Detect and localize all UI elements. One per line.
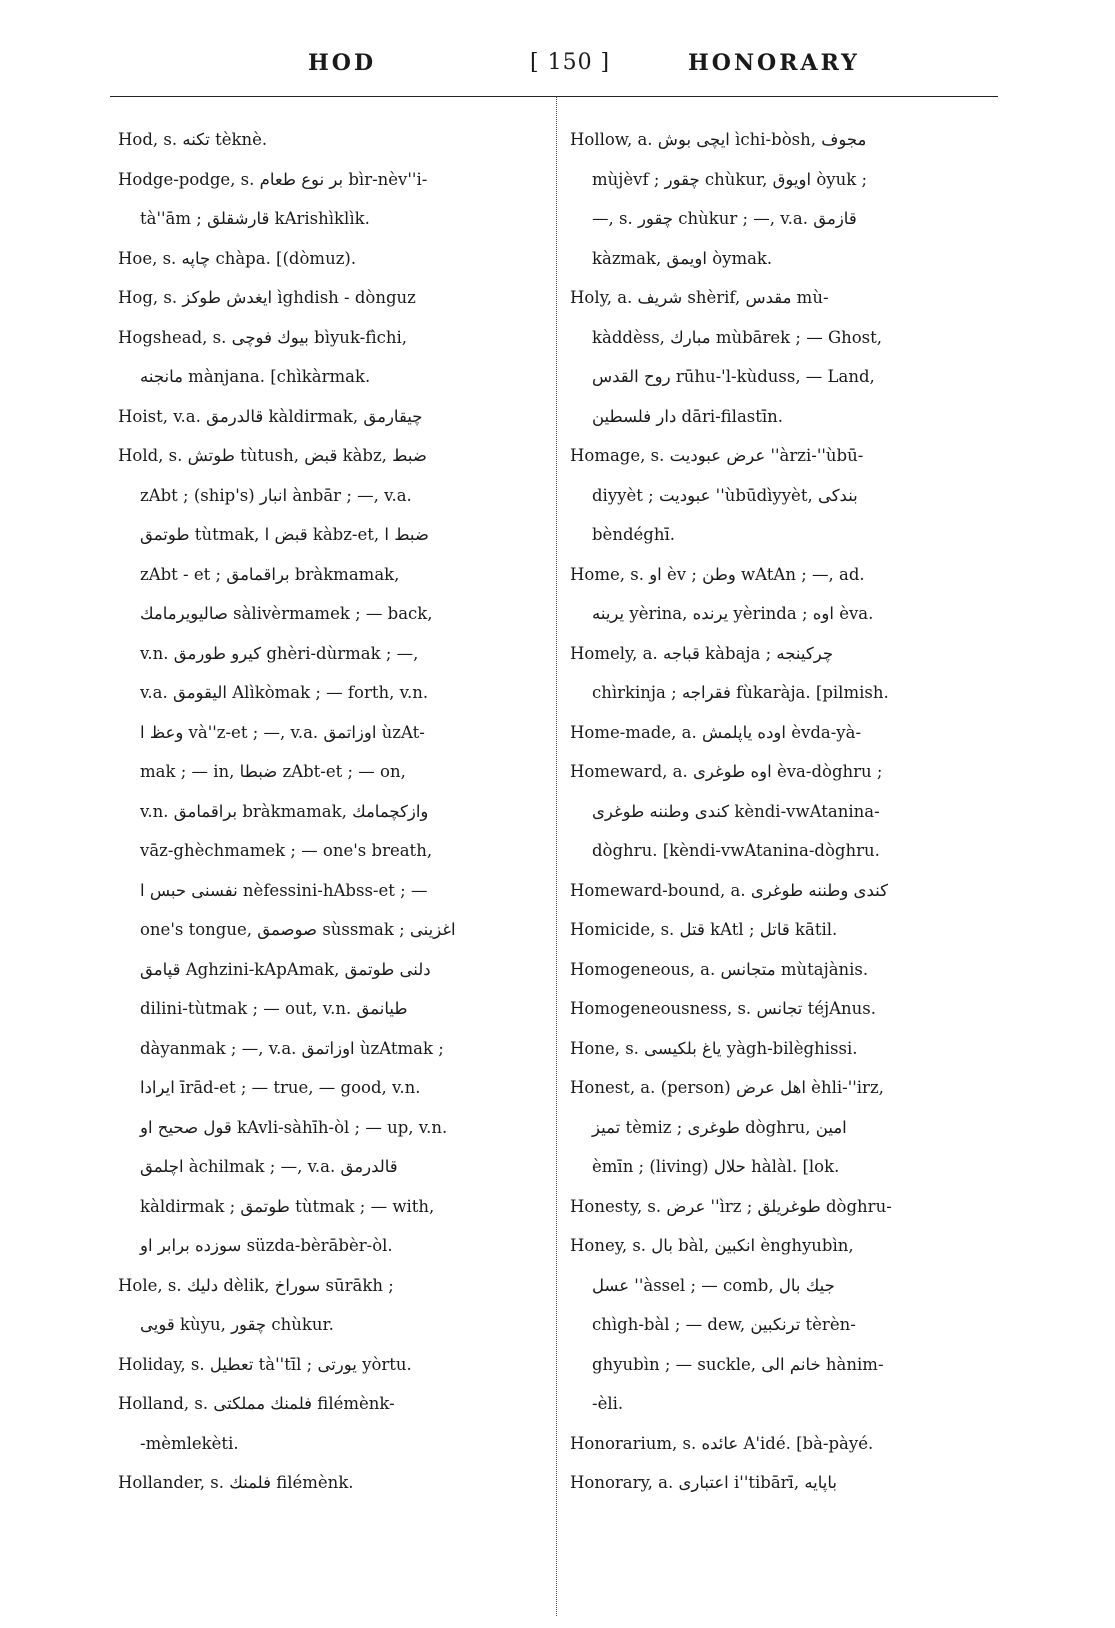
entry-line: Homely, a. قباجه kàbaja ; چركینجه bbox=[570, 643, 834, 663]
entry-line: Holy, a. شریف shèrif, مقدس mù- bbox=[570, 288, 829, 307]
entry-line: chìgh-bàl ; — dew, ترنكبین tèrèn- bbox=[592, 1315, 856, 1334]
entry-line: مانجنه mànjana. [chìkàrmak. bbox=[140, 367, 371, 386]
entry-line: v.a. الیقومق Alìkòmak ; — forth, v.n. bbox=[140, 683, 429, 702]
entry-line: Hone, s. یاغ بلكیسی yàgh-bilèghissi. bbox=[570, 1038, 858, 1058]
entry-line: طوتمق tùtmak, قبض ا kàbz-et, ضبط ا bbox=[140, 525, 429, 544]
entry-line: Home-made, a. اوده یاپلمش èvda-yà- bbox=[570, 722, 862, 742]
entry-line: dilini-tùtmak ; — out, v.n. طیانمق bbox=[140, 999, 408, 1018]
entry-line: dòghru. [kèndi-vwAtanina-dòghru. bbox=[592, 841, 880, 860]
entry-line: قویی kùyu, چقور chùkur. bbox=[140, 1315, 334, 1334]
header-first-word: HOD bbox=[308, 50, 377, 76]
entry-line: صالیویرمامك sàlivèrmamek ; — back, bbox=[140, 604, 433, 623]
entry-line: Hodge-podge, s. بر نوع طعام bìr-nèv''i- bbox=[118, 169, 428, 189]
entry-line: Homogeneousness, s. تجانس téjAnus. bbox=[570, 999, 876, 1018]
entry-line: mak ; — in, ضبطا zAbt-et ; — on, bbox=[140, 762, 406, 781]
entry-line: Holiday, s. تعطیل tà''tīl ; یورتی yòrtu. bbox=[118, 1354, 412, 1374]
entry-line: Homicide, s. قتل kAtl ; قاتل kātil. bbox=[570, 920, 838, 939]
entry-line: وعظ ا và''z-et ; —, v.a. اوزاتمق ùzAt- bbox=[140, 722, 425, 742]
entry-line: zAbt - et ; براقمامق bràkmamak, bbox=[140, 564, 400, 584]
entry-line: عسل ''àssel ; — comb, جیك بال bbox=[592, 1275, 835, 1295]
entry-line: دار فلسطین dāri-filastīn. bbox=[592, 406, 784, 426]
entry-line: Honey, s. بال bàl, انكبین ènghyubìn, bbox=[570, 1236, 854, 1255]
entry-line: chìrkinja ; فقراجه fùkaràja. [pilmish. bbox=[592, 683, 889, 702]
entry-line: روح القدس rūhu-'l-kùduss, — Land, bbox=[592, 367, 875, 386]
entry-line: Honorary, a. اعتباری i''tibārī, باپایه bbox=[570, 1473, 838, 1492]
entry-line: Honest, a. (person) اهل عرض èhli-''irz, bbox=[570, 1078, 884, 1097]
entry-line: mùjèvf ; چقور chùkur, اویوق òyuk ; bbox=[592, 169, 868, 189]
entry-line: Honesty, s. عرض ''ìrz ; طوغریلق dòghru- bbox=[570, 1196, 892, 1216]
entry-line: Hoist, v.a. قالدرمق kàldirmak, چیقارمق bbox=[118, 406, 423, 426]
entry-line: قول صحیح او kAvli-sàhīh-òl ; — up, v.n. bbox=[140, 1117, 448, 1137]
entry-line: -èli. bbox=[592, 1394, 624, 1413]
entry-line: -mèmlekèti. bbox=[140, 1433, 239, 1453]
entry-line: اچلمق àchilmak ; —, v.a. قالدرمق bbox=[140, 1157, 398, 1176]
entry-line: kàzmak, اویمق òymak. bbox=[592, 248, 773, 268]
entry-line: ghyubìn ; — suckle, خانم الی hànim- bbox=[592, 1354, 884, 1374]
entry-line: یرینه yèrina, یرنده yèrinda ; اوه èva. bbox=[592, 604, 874, 623]
entry-line: Homeward-bound, a. كندی وطننه طوغری bbox=[570, 880, 888, 900]
entry-line: bèndéghī. bbox=[592, 525, 675, 544]
entry-line: Hollander, s. فلمنك filémènk. bbox=[118, 1473, 354, 1492]
page-number: [ 150 ] bbox=[530, 50, 611, 75]
entry-line: Hole, s. دلیك dèlik, سوراخ sūrākh ; bbox=[118, 1275, 394, 1295]
entry-line: قپامق Aghzini-kApAmak, دلنی طوتمق bbox=[140, 959, 431, 979]
entry-line: dàyanmak ; —, v.a. اوزاتمق ùzAtmak ; bbox=[140, 1038, 444, 1058]
entry-line: Hog, s. ایغدش طوكز ìghdish - dònguz bbox=[118, 288, 416, 307]
header-rule bbox=[110, 96, 998, 97]
entry-line: kàldirmak ; طوتمق tùtmak ; — with, bbox=[140, 1196, 435, 1216]
entry-line: Home, s. او èv ; وطن wAtAn ; —, ad. bbox=[570, 564, 865, 584]
entry-line: نفسنی حبس ا nèfessini-hAbss-et ; — bbox=[140, 880, 428, 900]
entry-line: tà''ām ; قارشقلق kArishìklìk. bbox=[140, 209, 370, 228]
entry-line: v.n. براقمامق bràkmamak, وازكچمامك bbox=[140, 801, 429, 821]
running-header bbox=[128, 50, 1010, 86]
entry-line: سوزده برابر او süzda-bèrābèr-òl. bbox=[140, 1236, 393, 1255]
entry-line: diyyèt ; عبودیت ''ùbūdìyyèt, بندكی bbox=[592, 485, 858, 505]
entry-line: Honorarium, s. عائده A'idé. [bà-pàyé. bbox=[570, 1433, 874, 1453]
entry-line: ایرادا īrād-et ; — true, — good, v.n. bbox=[140, 1078, 421, 1097]
entry-line: Hogshead, s. بیوك فوچی bìyuk-fìchi, bbox=[118, 327, 407, 347]
header-last-word: HONORARY bbox=[688, 50, 860, 76]
entry-line: one's tongue, صوصمق sùssmak ; اغزینی bbox=[140, 920, 456, 939]
column-divider bbox=[556, 96, 557, 1616]
entry-line: Hod, s. تكنه tèknè. bbox=[118, 130, 268, 149]
entry-line: zAbt ; (ship's) انبار ànbār ; —, v.a. bbox=[140, 485, 412, 505]
entry-line: vāz-ghèchmamek ; — one's breath, bbox=[140, 841, 433, 860]
entry-line: èmīn ; (living) حلال hàlàl. [lok. bbox=[592, 1157, 840, 1176]
left-column bbox=[118, 120, 546, 1503]
entry-line: kàddèss, مبارك mùbārek ; — Ghost, bbox=[592, 327, 883, 347]
entry-line: Hold, s. طوتش tùtush, قبض kàbz, ضبط bbox=[118, 446, 427, 465]
entry-line: Holland, s. فلمنك مملكتی filémènk- bbox=[118, 1394, 395, 1413]
entry-line: كندی وطننه طوغری kèndi-vwAtanina- bbox=[592, 801, 880, 821]
entry-line: Hollow, a. ایچی بوش ìchi-bòsh, مجوف bbox=[570, 130, 867, 149]
entry-line: Homage, s. عرض عبودیت ''àrzi-''ùbū- bbox=[570, 446, 864, 465]
entry-line: Homogeneous, a. متجانس mùtajànis. bbox=[570, 959, 869, 979]
entry-line: v.n. كیرو طورمق ghèri-dùrmak ; —, bbox=[140, 643, 419, 663]
entry-line: Hoe, s. چاپه chàpa. [(dòmuz). bbox=[118, 248, 357, 268]
entry-line: تمیز tèmiz ; طوغری dòghru, امین bbox=[592, 1117, 847, 1137]
entry-line: —, s. چقور chùkur ; —, v.a. قازمق bbox=[592, 209, 857, 228]
right-column bbox=[570, 120, 998, 1503]
entry-line: Homeward, a. اوه طوغری èva-dòghru ; bbox=[570, 762, 883, 781]
